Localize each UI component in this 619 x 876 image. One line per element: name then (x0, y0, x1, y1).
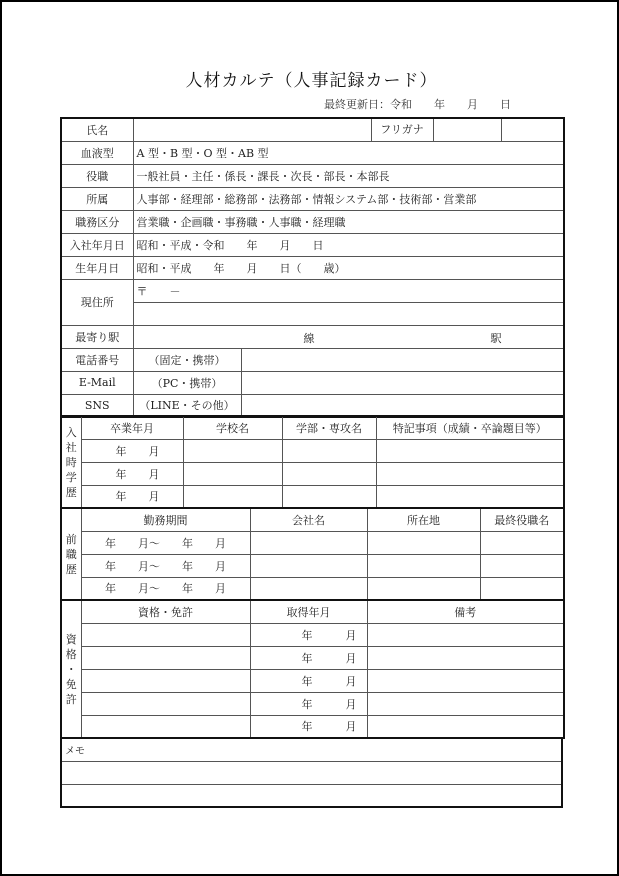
last-updated: 最終更新日：令和 年 月 日 (324, 98, 511, 111)
header-license: 資格・免許 (81, 600, 250, 623)
table-row (61, 554, 564, 577)
email-row (61, 371, 564, 394)
memo-label[interactable]: メモ (61, 738, 562, 761)
header-last-title: 最終役職名 (480, 508, 564, 531)
dept-label: 所属 (61, 187, 133, 210)
furigana-field[interactable] (501, 118, 564, 141)
header-notes: 特記事項（成績・卒論題目等） (376, 416, 564, 439)
dept-row (61, 187, 564, 210)
education-header (61, 416, 564, 439)
acquired-date-field[interactable]: 年 月 (250, 692, 367, 715)
license-field[interactable] (81, 715, 250, 738)
faculty-field[interactable] (282, 462, 376, 485)
memo-row (61, 761, 562, 784)
career-side-label: 前 職 歴 (61, 508, 81, 600)
table-row (61, 485, 564, 508)
hire-row (61, 233, 564, 256)
category-row (61, 210, 564, 233)
license-field[interactable] (81, 623, 250, 646)
acquired-date-field[interactable]: 年 月 (250, 623, 367, 646)
acquired-date-field[interactable]: 年 月 (250, 715, 367, 738)
company-field[interactable] (250, 531, 367, 554)
license-table (60, 599, 565, 739)
header-acquired-date: 取得年月 (250, 600, 367, 623)
last-title-field[interactable] (480, 577, 564, 600)
school-name-field[interactable] (183, 462, 282, 485)
school-name-field[interactable] (183, 439, 282, 462)
career-header (61, 508, 564, 531)
header-graduation-date: 卒業年月 (81, 416, 183, 439)
location-field[interactable] (367, 577, 480, 600)
furigana-field-a[interactable] (434, 119, 501, 141)
location-field[interactable] (367, 554, 480, 577)
dept-options[interactable]: 人事部・経理部・総務部・法務部・情報システム部・技術部・営業部 (133, 187, 564, 210)
postal-code-field[interactable]: 〒 － (133, 279, 564, 302)
license-side-label: 資 格 ・ 免 許 (61, 600, 81, 738)
address-label: 現住所 (61, 279, 133, 325)
header-school-name: 学校名 (183, 416, 282, 439)
memo-table (60, 737, 563, 808)
work-period-field[interactable]: 年 月〜 年 月 (81, 531, 250, 554)
education-side-label: 入 社 時 学 歴 (61, 416, 81, 508)
memo-field[interactable] (61, 761, 562, 784)
acquired-date-field[interactable]: 年 月 (250, 646, 367, 669)
remarks-field[interactable] (367, 669, 564, 692)
table-row (61, 646, 564, 669)
category-options[interactable]: 営業職・企画職・事務職・人事職・経理職 (133, 210, 564, 233)
graduation-date-field[interactable]: 年 月 (81, 485, 183, 508)
birth-date-field[interactable]: 昭和・平成 年 月 日（ 歳） (133, 256, 564, 279)
header-location: 所在地 (367, 508, 480, 531)
location-field[interactable] (367, 531, 480, 554)
sns-type[interactable]: （LINE・その他） (133, 394, 241, 417)
work-period-field[interactable]: 年 月〜 年 月 (81, 554, 250, 577)
remarks-field[interactable] (367, 692, 564, 715)
address-row-1 (61, 279, 564, 302)
table-row (61, 439, 564, 462)
table-row (61, 623, 564, 646)
notes-field[interactable] (376, 485, 564, 508)
notes-field[interactable] (376, 439, 564, 462)
table-row (61, 669, 564, 692)
sns-field[interactable] (241, 394, 564, 417)
faculty-field[interactable] (282, 439, 376, 462)
station-row (61, 325, 564, 348)
license-field[interactable] (81, 646, 250, 669)
career-table (60, 507, 565, 601)
remarks-field[interactable] (367, 715, 564, 738)
birth-label: 生年月日 (61, 256, 133, 279)
license-field[interactable] (81, 669, 250, 692)
furigana-label: フリガナ (372, 119, 434, 141)
furigana-cell (371, 118, 501, 141)
station-suffix: 駅 (490, 331, 502, 345)
education-table (60, 415, 565, 509)
station-field[interactable] (133, 325, 564, 348)
header-faculty: 学部・専攻名 (282, 416, 376, 439)
name-row (61, 118, 564, 141)
phone-row (61, 348, 564, 371)
address-row-2 (61, 302, 564, 325)
school-name-field[interactable] (183, 485, 282, 508)
position-row (61, 164, 564, 187)
line-label: 線 (303, 331, 315, 345)
category-label: 職務区分 (61, 210, 133, 233)
position-options[interactable]: 一般社員・主任・係長・課長・次長・部長・本部長 (133, 164, 564, 187)
memo-row (61, 738, 562, 761)
hire-label: 入社年月日 (61, 233, 133, 256)
license-header (61, 600, 564, 623)
phone-type[interactable]: （固定・携帯） (133, 348, 241, 371)
address-field[interactable] (133, 302, 564, 325)
header-work-period: 勤務期間 (81, 508, 250, 531)
name-field[interactable] (133, 118, 371, 141)
last-title-field[interactable] (480, 531, 564, 554)
graduation-date-field[interactable]: 年 月 (81, 462, 183, 485)
remarks-field[interactable] (367, 646, 564, 669)
email-field[interactable] (241, 371, 564, 394)
graduation-date-field[interactable]: 年 月 (81, 439, 183, 462)
position-label: 役職 (61, 164, 133, 187)
phone-label: 電話番号 (61, 348, 133, 371)
sns-row (61, 394, 564, 417)
table-row (61, 531, 564, 554)
header-company: 会社名 (250, 508, 367, 531)
blood-row (61, 141, 564, 164)
personal-info-table (60, 117, 565, 418)
page-title: 人材カルテ（人事記録カード） (185, 71, 438, 91)
name-label: 氏名 (61, 118, 133, 141)
blood-label: 血液型 (61, 141, 133, 164)
phone-field[interactable] (241, 348, 564, 371)
table-row (61, 715, 564, 738)
table-row (61, 462, 564, 485)
acquired-date-field[interactable]: 年 月 (250, 669, 367, 692)
table-row (61, 577, 564, 600)
last-title-field[interactable] (480, 554, 564, 577)
birth-row (61, 256, 564, 279)
sns-label: SNS (61, 394, 133, 417)
hire-date-field[interactable]: 昭和・平成・令和 年 月 日 (133, 233, 564, 256)
notes-field[interactable] (376, 462, 564, 485)
work-period-field[interactable]: 年 月〜 年 月 (81, 577, 250, 600)
company-field[interactable] (250, 554, 367, 577)
company-field[interactable] (250, 577, 367, 600)
table-row (61, 692, 564, 715)
email-type[interactable]: （PC・携帯） (133, 371, 241, 394)
memo-row (61, 784, 562, 807)
remarks-field[interactable] (367, 623, 564, 646)
license-field[interactable] (81, 692, 250, 715)
email-label: E-Mail (61, 371, 133, 394)
header-remarks: 備考 (367, 600, 564, 623)
station-label: 最寄り駅 (61, 325, 133, 348)
faculty-field[interactable] (282, 485, 376, 508)
memo-field[interactable] (61, 784, 562, 807)
blood-options[interactable]: A 型・B 型・O 型・AB 型 (133, 141, 564, 164)
